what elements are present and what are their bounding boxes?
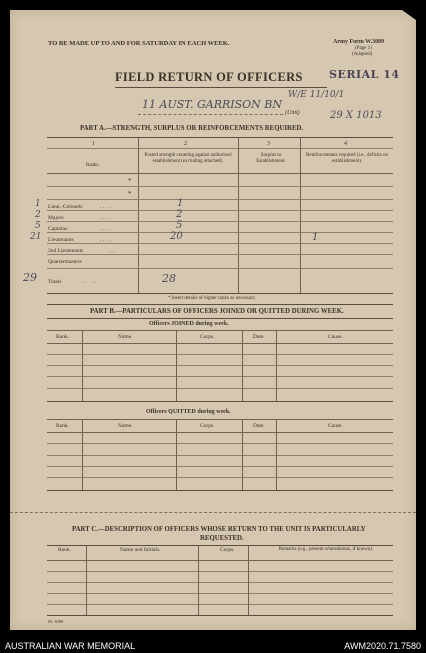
part-c-title-line2: REQUESTED.	[200, 535, 244, 542]
rank-quartermasters: Quartermasters	[48, 259, 82, 265]
margin-mark-1: 1	[35, 199, 41, 209]
totals-label: Totals	[48, 279, 62, 285]
joined-col-rank: Rank.	[56, 334, 69, 340]
instruction-text: TO BE MADE UP TO AND FOR SATURDAY IN EACH WEEK.	[48, 40, 230, 47]
title-underline	[115, 87, 327, 88]
form-adapted: (Adapted)	[352, 52, 373, 57]
form-sheet: TO BE MADE UP TO AND FOR SATURDAY IN EACH WEEK. Army Form W.3009 (Page 1) (Adapted) FIELD RETURN OF OFFICERS SERIAL 14 11 AUST. GARRISON BN W/E 11/10/1 (Unit) 29 X 1013 PART A.—STRENGTH, SURPLUS OR REINFORCEMENTS REQUIRED. 1 2 3 4 Ranks. Posted strength counting against authorised establishment (excluding attached). Surplus to Establishment. Reinforcements required (i.e., deficits on establishment). * * 1 Lieut.-Colonels . . . . 1 2 Majors . . . . 2 5 Captains . . . . 5 21 Lieutenants . . . . 20 1 2nd Lieutenants . . Quartermasters 29 Totals . . . . 28 * Insert details of higher ranks as necessary. PART B.—PARTICULARS OF OFFICERS JOINED OR QUITTED DURING WEEK. Officers JOINED during week. Rank. Name. Corps. Date. Cause. Officers QUITTED during week. Rank. Name. Corps. Date. Cause. PART C.—DESCRIPTION OF OFFICERS WHOSE RETURN TO THE UNIT IS PARTICULARLY REQUESTED. Rank. Name and Initials. Corps. Remarks (e.g., present whereabouts, if known). M. 3009	[10, 10, 416, 630]
quitted-col-rank: Rank.	[56, 423, 69, 429]
unit-label: (Unit)	[285, 110, 300, 116]
week-ending-handwritten: W/E 11/10/1	[288, 90, 345, 100]
totals-margin-handwritten: 29	[23, 271, 37, 284]
joined-col-cause: Cause.	[328, 334, 343, 340]
part-b-title: PART B.—PARTICULARS OF OFFICERS JOINED OR QUITTED DURING WEEK.	[90, 308, 344, 315]
strength-lieutenants: 20	[170, 231, 183, 242]
col-num-2: 2	[184, 141, 187, 147]
serial-handwritten: SERIAL 14	[329, 68, 400, 81]
quitted-col-date: Date.	[253, 423, 265, 429]
rank-lieutenants: Lieutenants	[48, 237, 74, 243]
joined-col-corps: Corps.	[200, 334, 215, 340]
strength-majors: 2	[176, 209, 183, 220]
quitted-col-cause: Cause.	[328, 423, 343, 429]
totals-strength: 28	[162, 272, 176, 285]
quitted-col-corps: Corps.	[200, 423, 215, 429]
row-asterisk-2: *	[128, 190, 132, 198]
margin-mark-5: 5	[35, 221, 41, 231]
strength-lieut-colonels: 1	[177, 198, 184, 209]
part-c-title-line1: PART C.—DESCRIPTION OF OFFICERS WHOSE RETURN TO THE UNIT IS PARTICULARLY	[72, 526, 366, 533]
print-code: M. 3009	[48, 619, 64, 624]
part-a-footnote: * Insert details of higher ranks as necessary.	[168, 296, 256, 301]
part-a-title: PART A.—STRENGTH, SURPLUS OR REINFORCEMENTS REQUIRED.	[80, 125, 304, 132]
col-num-1: 1	[92, 141, 95, 147]
quitted-title: Officers QUITTED during week.	[146, 409, 231, 415]
footer-institution: AUSTRALIAN WAR MEMORIAL	[5, 641, 136, 651]
col-header-strength: Posted strength counting against authorised establishment (excluding attached).	[144, 153, 232, 164]
rank-majors: Majors	[48, 215, 64, 221]
partc-col-rank: Rank.	[58, 547, 71, 553]
margin-mark-2: 2	[35, 210, 41, 220]
fold-crease	[10, 512, 416, 513]
rank-captains: Captains	[48, 226, 68, 232]
col-header-ranks: Ranks.	[86, 163, 100, 168]
unit-handwritten: 11 AUST. GARRISON BN	[142, 98, 282, 111]
joined-title: Officers JOINED during week.	[149, 321, 229, 327]
torn-corner	[402, 10, 416, 20]
form-name: Army Form W.3009	[333, 39, 385, 45]
partc-col-corps: Corps.	[220, 547, 235, 553]
joined-col-date: Date.	[253, 334, 265, 340]
col-num-3: 3	[267, 141, 270, 147]
footer-accession: AWM2020.71.7580	[344, 641, 421, 651]
page-title: FIELD RETURN OF OFFICERS	[115, 70, 303, 84]
joined-col-name: Name.	[118, 334, 133, 340]
reinforcements-lieutenants: 1	[312, 232, 319, 243]
quitted-col-name: Name.	[118, 423, 133, 429]
partc-col-name: Name and Initials.	[120, 547, 161, 553]
rank-lieut-colonels: Lieut.-Colonels	[48, 204, 83, 210]
row-asterisk-1: *	[128, 177, 132, 185]
partc-col-remarks: Remarks (e.g., present whereabouts, if known).	[278, 547, 374, 552]
margin-mark-21: 21	[30, 232, 42, 242]
col-num-4: 4	[344, 141, 347, 147]
form-page: (Page 1)	[355, 46, 372, 51]
unit-dotted-line	[138, 114, 283, 115]
strength-captains: 5	[176, 220, 183, 231]
date-handwritten: 29 X 1013	[330, 110, 382, 121]
col-header-surplus: Surplus to Establishment.	[256, 153, 286, 164]
rank-2nd-lieutenants: 2nd Lieutenants	[48, 248, 84, 254]
col-header-reinforcements: Reinforcements required (i.e., deficits on establishment).	[305, 153, 389, 164]
part-a-top-rule	[47, 137, 393, 138]
